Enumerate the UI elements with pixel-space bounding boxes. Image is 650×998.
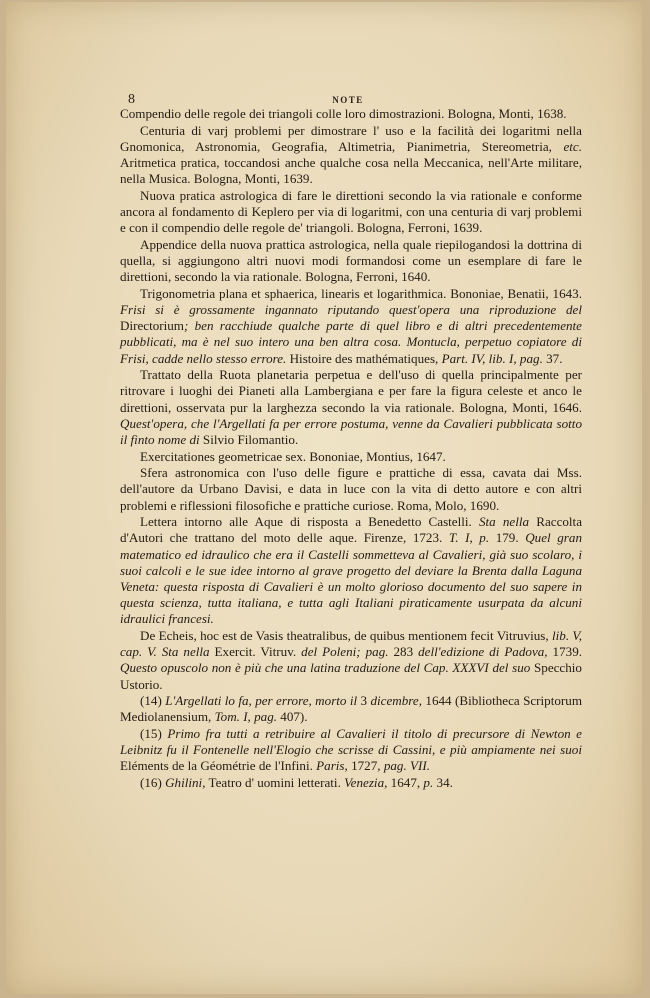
bibliography-entry [120, 628, 582, 693]
text-segment: Trigonometria plana et sphaerica, linearis et logarithmica. Bononiae, Benatii, 1643. [140, 285, 582, 301]
text-segment: Histoire des mathématiques, [286, 350, 442, 366]
text-segment: 1647, [387, 775, 424, 791]
text-segment: Venezia, [344, 775, 388, 791]
text-segment: Tom. I, pag. [214, 709, 278, 725]
text-segment: Exercit. Vitruv. [209, 644, 302, 660]
text-segment: Eléments de la Géométrie de l'Infini. [120, 758, 317, 774]
text-segment: 1727, [347, 758, 384, 774]
text-segment: Compendio delle regole dei triangoli colle loro dimostrazioni. Bologna, Monti, 1638. [120, 106, 567, 121]
text-segment: dicembre, [370, 693, 422, 709]
page-number: 8 [128, 92, 135, 107]
text-segment: pag. VII. [383, 758, 431, 774]
text-segment: 283 [388, 644, 419, 660]
bibliography-entry [120, 367, 582, 448]
text-segment: Frisi si è grossamente ingannato riputando quest'opera una riproduzione del [120, 302, 582, 317]
text-segment: Sfera astronomica con l'uso delle figure e prattiche di essa, cavata dai Mss. dell'autore da Urbano Davisi, e data in luce con la vita di detto autore e con altri problemi e riflessioni filosofiche e prattiche curiose. Roma, Molo, 1690. [120, 465, 582, 513]
text-segment: ; ben racchiude qualche parte di quel libro e di altri precedentemente pubblicati, ma è nel suo intero una ben altra cosa. Montucla, perpetuo copiatore di Frisi, cadde nello stesso errore. [120, 318, 582, 366]
text-segment: Questo opuscolo non è più che una latina traduzione del Cap. XXXVI del suo [120, 660, 531, 676]
text-segment: etc. [563, 138, 582, 154]
text-segment: lib. V, cap. V. Sta nella [120, 628, 582, 660]
footnote [120, 726, 582, 775]
text-segment: De Echeis, hoc est de Vasis theatralibus, de quibus mentionem fecit Vitruvius, [140, 628, 552, 644]
text-segment: 34. [433, 775, 453, 791]
footnote [120, 693, 582, 725]
bibliography-entry [120, 449, 582, 465]
text-segment: Raccolta d'Autori che trattano del moto delle aque. Firenze, 1723. [120, 514, 583, 546]
text-segment: 37. [542, 350, 563, 366]
text-segment: Exercitationes geometricae sex. Bononiae, Montius, 1647. [140, 448, 446, 464]
text-segment: Nuova pratica astrologica di fare le direttioni secondo la via rationale e conforme ancora al fondamento di Keplero per via di logaritmi, con una centuria di varj problemi e con il compendio delle regole de' triangoli. Bologna, Ferroni, 1639. [120, 187, 582, 236]
text-segment: Aritmetica pratica, toccandosi anche qualche cosa nella Meccanica, nell'Arte militare, nella Musica. Bologna, Monti, 1639. [120, 155, 582, 187]
text-segment: p. [423, 775, 434, 791]
text-segment: (15) [140, 726, 168, 742]
text-segment: Appendice della nuova prattica astrologica, nella quale riepilogandosi la dottrina di quella, si aggiungono altri nuovi modi formandosi come un esemplare di fare le direttioni, secondo la via rationale. Bologna, Ferroni, 1640. [120, 236, 582, 285]
text-segment: Teatro d' uomini letterati. [205, 775, 345, 791]
text-segment: 407). [277, 709, 308, 725]
text-segment: T. I, p. [448, 530, 490, 546]
text-segment: del Poleni; pag. [301, 644, 389, 660]
text-segment: Sta nella [478, 514, 530, 530]
bibliography-entry [120, 514, 582, 627]
text-segment: Part. IV, lib. I, pag. [441, 350, 543, 366]
text-segment: 3 [357, 693, 371, 709]
text-segment: dell'edizione di Padova, [418, 644, 548, 660]
bibliography-entry [120, 286, 582, 367]
bibliography-entry [120, 106, 582, 122]
footnote [120, 775, 582, 791]
text-segment: Trattato della Ruota planetaria perpetua e dell'uso di quella principalmente per ritrovare i luoghi dei Pianeti alla Lambergiana e per fare la figura celeste et anco le direttioni, osservata pur la larghezza secondo la via rationale. Bologna, Monti, 1646. [120, 367, 582, 415]
bibliography-entry [120, 465, 582, 514]
notes-list [120, 693, 582, 791]
bibliography-entry [120, 237, 582, 286]
text-segment: Paris, [316, 758, 348, 774]
text-segment: Ghilini, [165, 775, 206, 791]
text-segment: Quel gran matematico ed idraulico che era il Castelli sommetteva al Cavalieri, già suo scolaro, i suoi calcoli e le sue idee intorno al grave progetto del deviare la Brenta dalla Laguna Veneta: questa risposta di Cavalieri è un molto glorioso documento del suo sapere in questa scienza, tutta italiana, e tutta agli Italiani piraticamente usurpata da alcuni idraulici francesi. [120, 530, 582, 627]
bibliography-list [120, 106, 582, 693]
text-segment: (14) [140, 693, 166, 709]
text-segment: (16) [140, 775, 166, 791]
page [6, 2, 642, 994]
text-segment: Quest'opera, che l'Argellati fa per errore postuma, venne da Cavalieri pubblicata sotto il finto nome di [120, 415, 582, 448]
text-segment: 1739. [547, 644, 583, 660]
bibliography-entry [120, 188, 582, 237]
text-segment: 1644 (Bibliotheca Scriptorum Mediolanensium, [120, 693, 583, 725]
bibliography-entry [120, 123, 582, 188]
text-segment: Centuria di varj problemi per dimostrare l' uso e la facilità dei logaritmi nella Gnomonica, Astronomia, Geografia, Altimetria, Pianimetria, Stereometria, [120, 122, 582, 154]
running-head: NOTE [332, 95, 364, 105]
text-segment: Directorium [120, 318, 184, 334]
text-segment: Specchio Ustorio. [120, 660, 582, 692]
text-segment: L'Argellati lo fa, per errore, morto il [165, 693, 358, 709]
text-segment: 179. [489, 530, 526, 546]
text-segment: Silvio Filomantio. [199, 432, 299, 448]
text-body [120, 106, 582, 792]
text-segment: Primo fra tutti a retribuire al Cavalieri il titolo di precursore di Newton e Leibnitz fu il Fontenelle nell'Elogio che scrisse di Cassini, e più ampiamente nei suoi [120, 726, 582, 758]
text-segment: Lettera intorno alle Aque di risposta a Benedetto Castelli. [140, 514, 479, 530]
